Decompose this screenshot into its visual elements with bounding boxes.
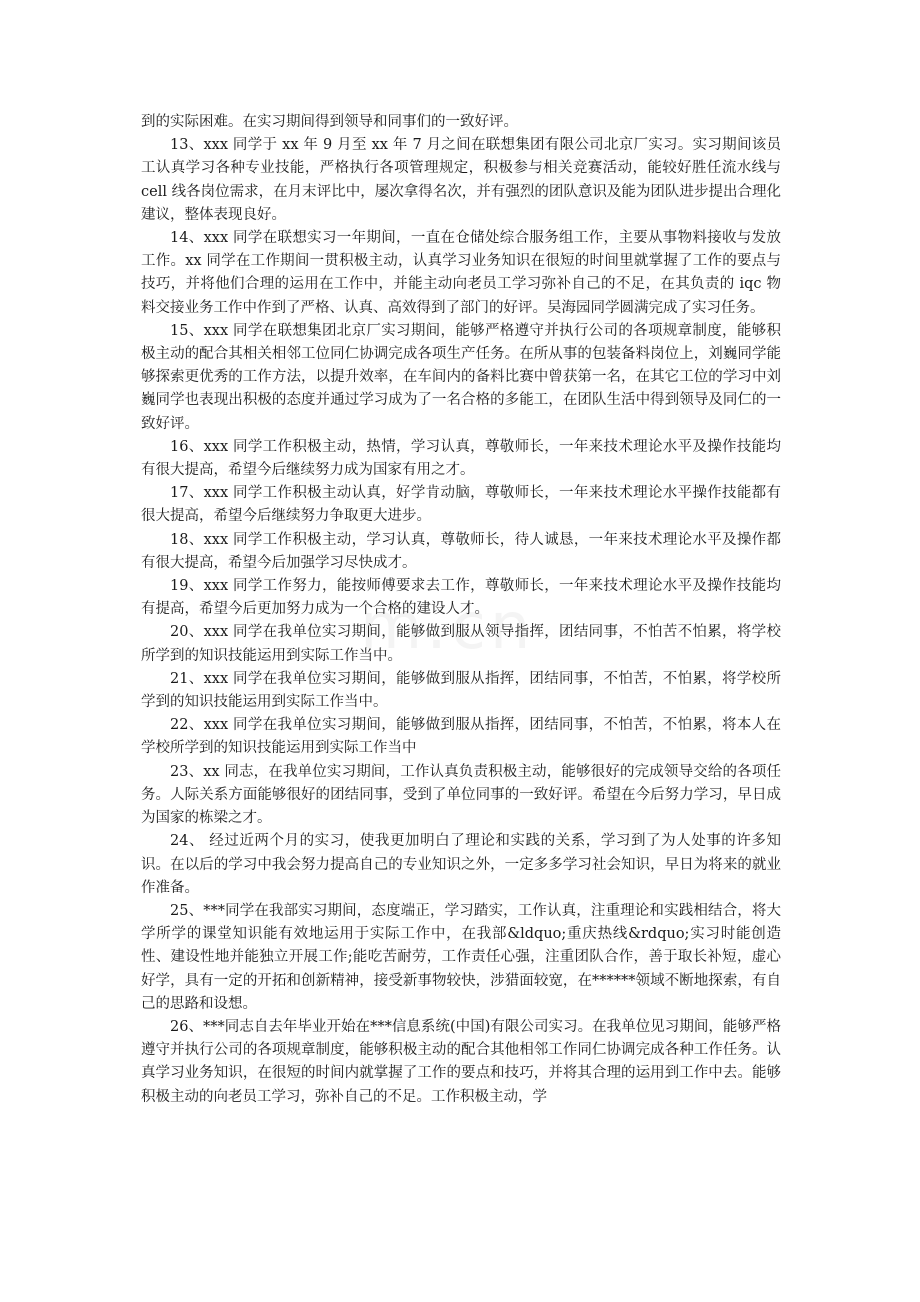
paragraph-continued: 到的实际困难。在实习期间得到领导和同事们的一致好评。 <box>141 114 518 130</box>
paragraph-18: 18、xxx 同学工作积极主动，学习认真，尊敬师长，待人诚恳，一年来技术理论水平及操作都有很大提高，希望今后加强学习尽快成才。 <box>141 531 781 571</box>
paragraph-14: 14、xxx 同学在联想实习一年期间，一直在仓储处综合服务组工作，主要从事物料接收与发放工作。xx 同学在工作期间一贯积极主动，认真学习业务知识在很短的时间里就掌握了工作的要点与技巧，并将他们合理的运用在工作中，并能主动向老员工学习弥补自己的不足，在其负责的 iqc 物料交接业务工作中作到了严格、认真、高效得到了部门的好评。吴海园同学圆满完成了实习任务。 <box>141 230 781 316</box>
paragraph-23: 23、xx 同志，在我单位实习期间，工作认真负责积极主动，能够很好的完成领导交给的各项任务。人际关系方面能够很好的团结同事，受到了单位同事的一致好评。希望在今后努力学习，早日成为国家的栋梁之才。 <box>141 763 781 827</box>
paragraph-20: 20、xxx 同学在我单位实习期间，能够做到服从领导指挥，团结同事，不怕苦不怕累，将学校所学到的知识技能运用到实际工作当中。 <box>141 624 781 664</box>
paragraph-22: 22、xxx 同学在我单位实习期间，能够做到服从指挥，团结同事，不怕苦，不怕累，将本人在学校所学到的知识技能运用到实际工作当中 <box>141 717 781 757</box>
paragraph-13: 13、xxx 同学于 xx 年 9 月至 xx 年 7 月之间在联想集团有限公司北京厂实习。实习期间该员工认真学习各种专业技能，严格执行各项管理规定，积极参与相关竞赛活动，能较好胜任流水线与 cell 线各岗位需求，在月末评比中，屡次拿得名次，并有强烈的团队意识及能为团队进步提出合理化建议，整体表现良好。 <box>141 137 781 223</box>
document-body <box>141 111 781 1109</box>
paragraph-19: 19、xxx 同学工作努力，能按师傅要求去工作，尊敬师长，一年来技术理论水平及操作技能均有提高，希望今后更加努力成为一个合格的建设人才。 <box>141 578 781 618</box>
paragraph-26: 26、***同志自去年毕业开始在***信息系统(中国)有限公司实习。在我单位见习期间，能够严格遵守并执行公司的各项规章制度，能够积极主动的配合其他相邻工作同仁协调完成各种工作任务。认真学习业务知识，在很短的时间内就掌握了工作的要点和技巧，并将其合理的运用到工作中去。能够积极主动的向老员工学习，弥补自己的不足。工作积极主动，学 <box>141 1018 781 1105</box>
paragraph-24: 24、 经过近两个月的实习，使我更加明白了理论和实践的关系，学习到了为人处事的许多知识。在以后的学习中我会努力提高自己的专业知识之外，一定多多学习社会知识，早日为将来的就业作准备。 <box>141 833 781 896</box>
paragraph-21: 21、xxx 同学在我单位实习期间，能够做到服从指挥，团结同事，不怕苦，不怕累，将学校所学到的知识技能运用到实际工作当中。 <box>141 670 781 711</box>
paragraph-17: 17、xxx 同学工作积极主动认真，好学肯动脑，尊敬师长，一年来技术理论水平操作技能都有很大提高，希望今后继续努力争取更大进步。 <box>141 485 781 525</box>
paragraph-25: 25、***同学在我部实习期间，态度端正，学习踏实，工作认真，注重理论和实践相结合，将大学所学的课堂知识能有效地运用于实际工作中，在我部&ldquo;重庆热线&rdquo;实习时能创造性、建设性地并能独立开展工作;能吃苦耐劳，工作责任心强，注重团队合作，善于取长补短，虚心好学，具有一定的开拓和创新精神，接受新事物较快，涉猎面较宽，在******领域不断地探索，有自己的思路和设想。 <box>141 902 781 1012</box>
paragraph-16: 16、xxx 同学工作积极主动，热情，学习认真，尊敬师长，一年来技术理论水平及操作技能均有很大提高，希望今后继续努力成为国家有用之才。 <box>141 438 781 479</box>
paragraph-15: 15、xxx 同学在联想集团北京厂实习期间，能够严格遵守并执行公司的各项规章制度，能够积极主动的配合其相关相邻工位同仁协调完成各项生产任务。在所从事的包装备料岗位上，刘巍同学能够探索更优秀的工作方法，以提升效率，在车间内的备料比赛中曾获第一名，在其它工位的学习中刘巍同学也表现出积极的态度并通过学习成为了一名合格的多能工，在团队生活中得到领导及同仁的一致好评。 <box>141 322 781 432</box>
